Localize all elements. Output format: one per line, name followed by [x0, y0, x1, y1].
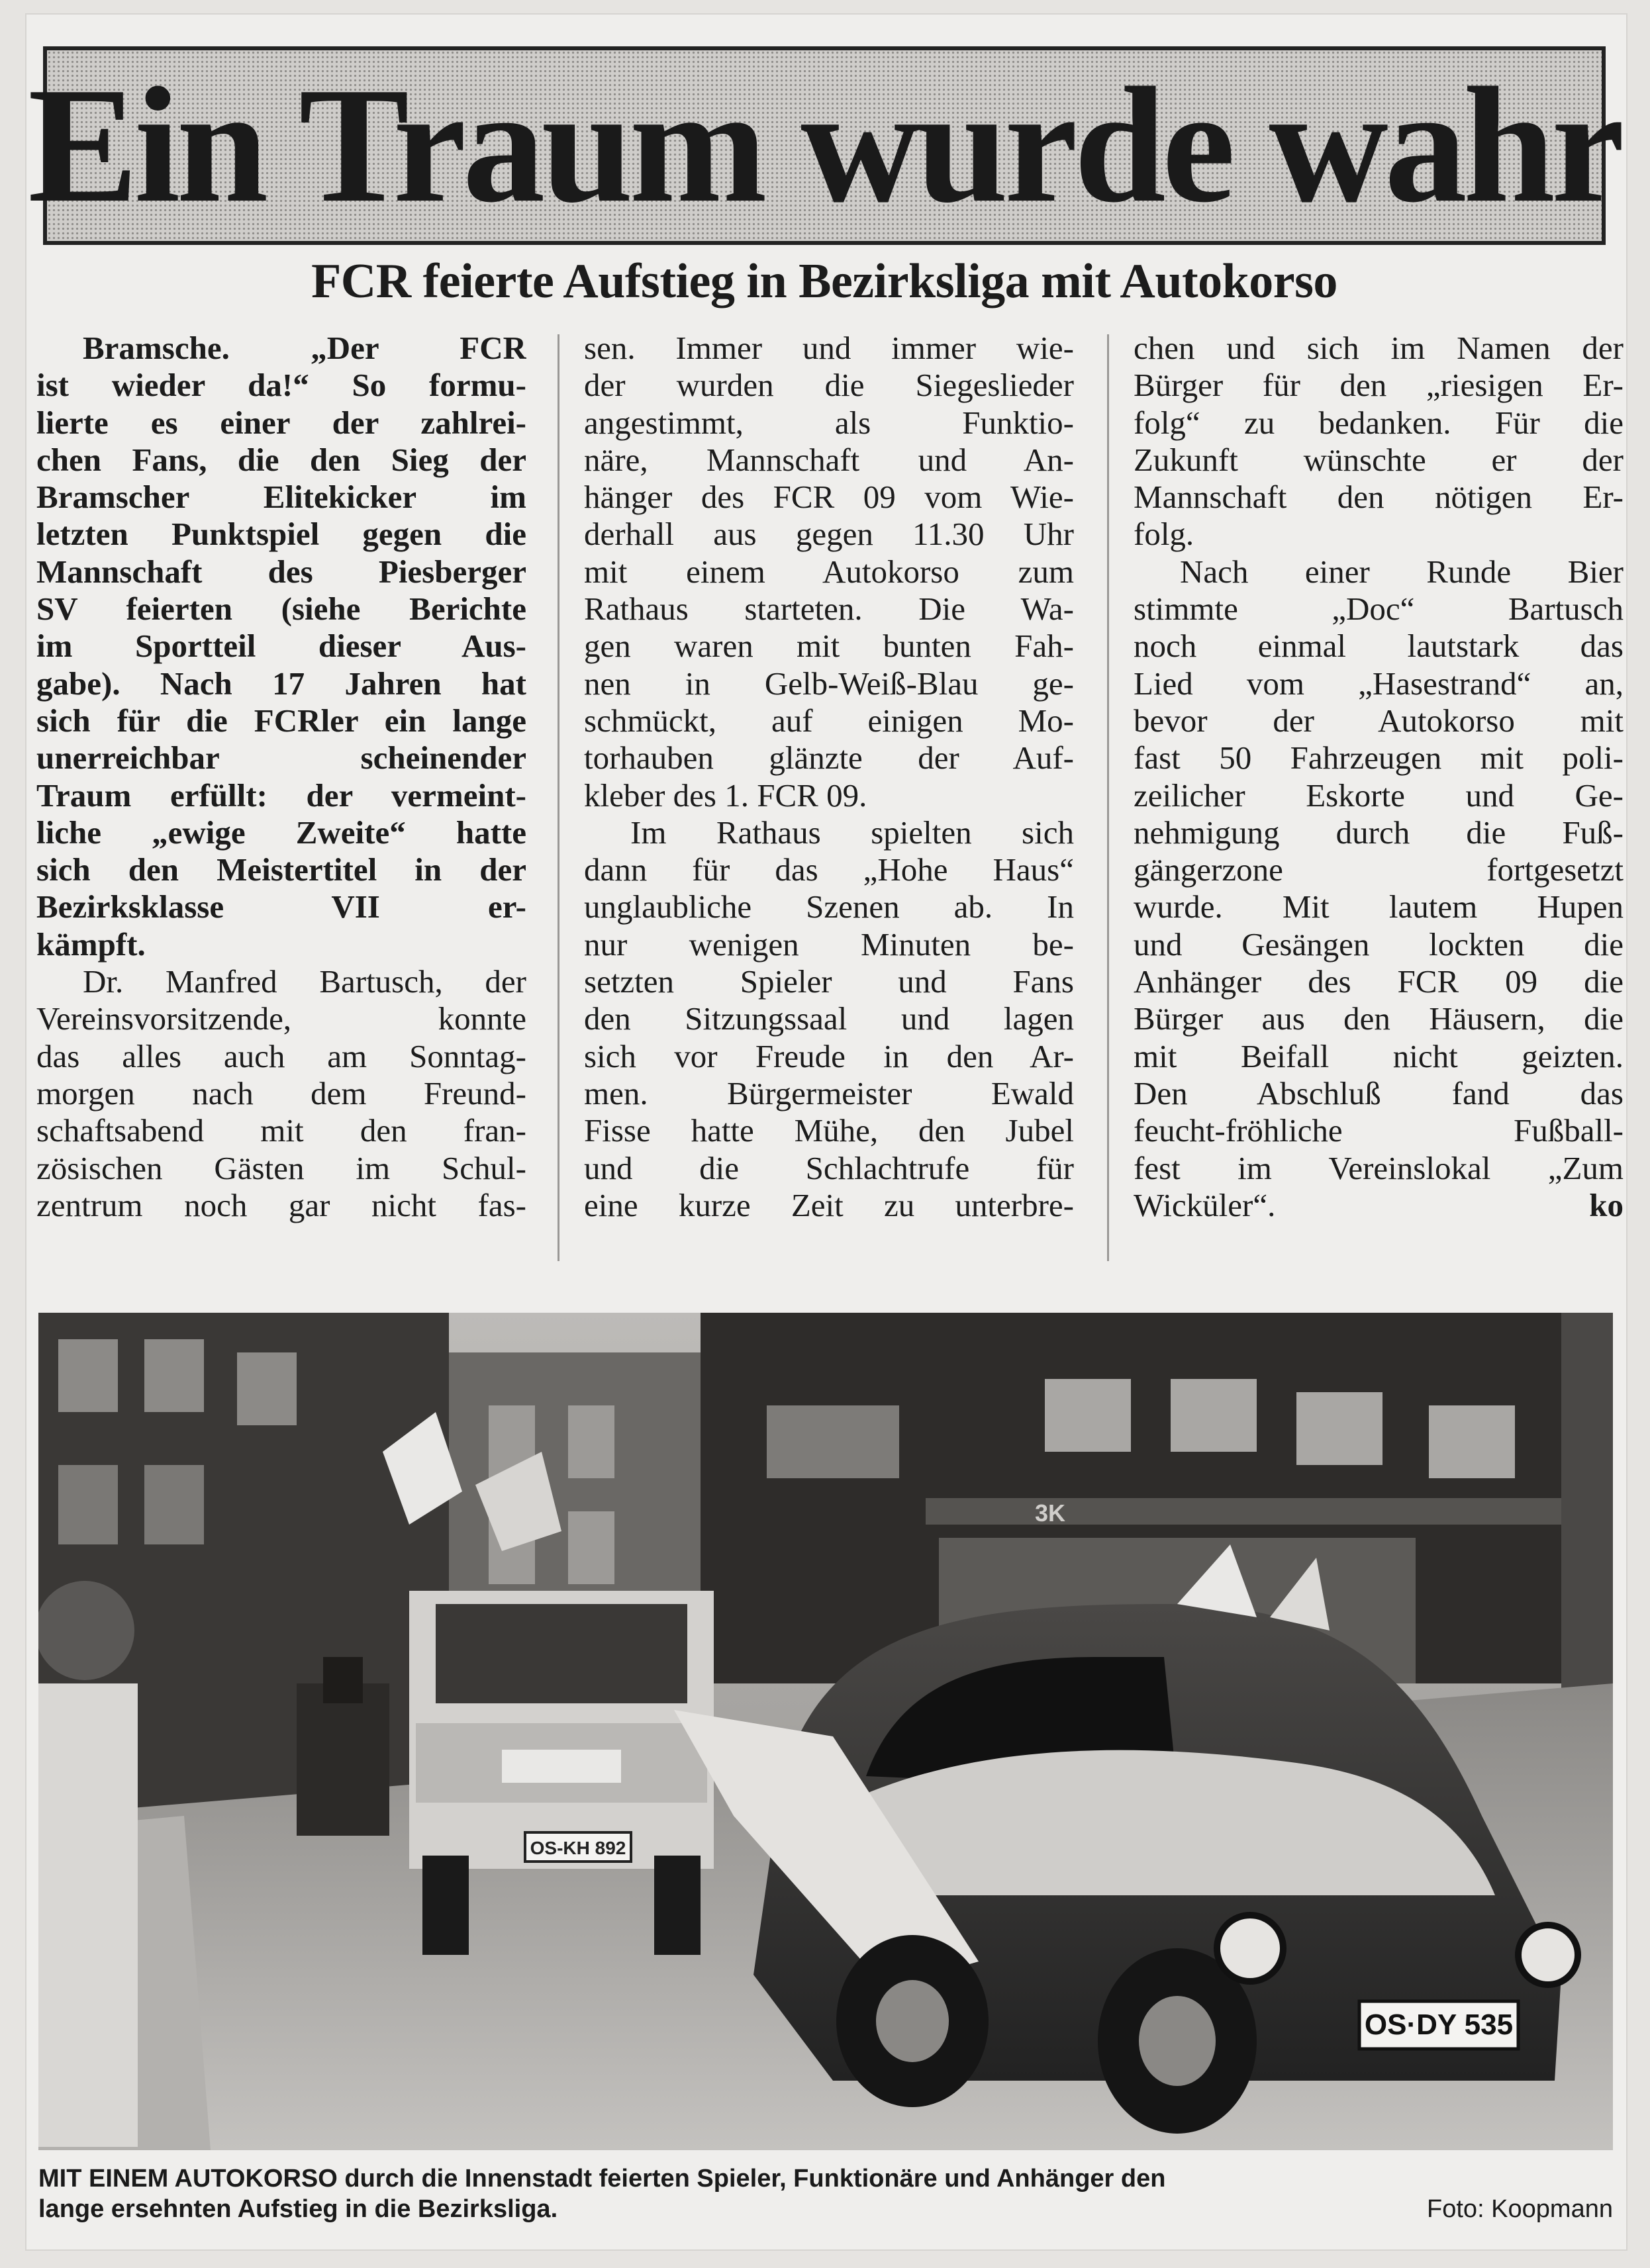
text-line: der wurden die Siegeslieder	[584, 367, 1074, 404]
text-line: sich vor Freude in den Ar-	[584, 1037, 1074, 1074]
text-line: torhauben glänzte der Auf-	[584, 739, 1074, 777]
text-line: SV feierten (siehe Berichte	[36, 591, 526, 628]
text-line: schmückt, auf einigen Mo-	[584, 702, 1074, 739]
author-signature: ko	[1589, 1186, 1624, 1223]
text-line: Bramsche. „Der FCR	[83, 330, 526, 366]
text-line: Mannschaft des Piesberger	[36, 553, 526, 590]
text-line	[1134, 1187, 1624, 1224]
text-line: Vereinsvorsitzende, konnte	[36, 1000, 526, 1037]
text-line: Bramscher Elitekicker im	[36, 479, 526, 516]
text-line: bevor der Autokorso mit	[1134, 702, 1624, 739]
text-line: liche „ewige Zweite“ hatte	[36, 814, 526, 851]
text-line: hänger des FCR 09 vom Wie-	[584, 479, 1074, 516]
text-line: und Gesängen lockten die	[1134, 925, 1624, 963]
caption-line-2: lange ersehnten Aufstieg in die Bezirksliga.	[38, 2195, 558, 2223]
text-line: sich für die FCRler ein lange	[36, 702, 526, 739]
text-line: lierte es einer der zahlrei-	[36, 404, 526, 441]
text-line: zentrum noch gar nicht fas-	[36, 1186, 526, 1223]
text-line: folg“ zu bedanken. Für die	[1134, 404, 1624, 441]
text-line: Bezirksklasse VII er-	[36, 888, 526, 925]
text-line: schaftsabend mit den fran-	[36, 1112, 526, 1149]
column-divider	[558, 334, 559, 1261]
text-line: noch einmal lautstark das	[1134, 628, 1624, 665]
text-line: Bürger für den „riesigen Er-	[1134, 367, 1624, 404]
text-line: das alles auch am Sonntag-	[36, 1037, 526, 1074]
text-line: nehmigung durch die Fuß-	[1134, 814, 1624, 851]
text-line: derhall aus gegen 11.30 Uhr	[584, 516, 1074, 553]
news-photo	[38, 1313, 1613, 2150]
caption-line-1	[38, 2163, 1613, 2194]
text-line: näre, Mannschaft und An-	[584, 441, 1074, 478]
text-line: im Sportteil dieser Aus-	[36, 628, 526, 665]
text-line: Mannschaft den nötigen Er-	[1134, 479, 1624, 516]
text-line: Dr. Manfred Bartusch, der	[83, 963, 526, 1000]
text-line: letzten Punktspiel gegen die	[36, 516, 526, 553]
text-line: Zukunft wünschte er der	[1134, 441, 1624, 478]
text-line: mit einem Autokorso zum	[584, 553, 1074, 590]
headline-box	[28, 46, 1621, 245]
photo-caption	[38, 2163, 1613, 2224]
text-line: dann für das „Hohe Haus“	[584, 851, 1074, 888]
text-line: ist wieder da!“ So formu-	[36, 367, 526, 404]
text-line: Den Abschluß fand das	[1134, 1074, 1624, 1111]
text-line: Bürger aus den Häusern, die	[1134, 1000, 1624, 1037]
text-line: fest im Vereinslokal „Zum	[1134, 1149, 1624, 1186]
text-line: eine kurze Zeit zu unterbre-	[584, 1186, 1074, 1223]
text-line: und die Schlachtrufe für	[584, 1149, 1074, 1186]
article-column-1	[36, 330, 526, 1224]
license-plate-front: OS·DY 535	[1364, 2008, 1514, 2041]
photo-credit: Foto: Koopmann	[1427, 2195, 1613, 2223]
text-line: stimmte „Doc“ Bartusch	[1134, 591, 1624, 628]
caption-text: durch die Innenstadt feierten Spieler, Funktionäre und Anhänger den	[344, 2165, 1166, 2193]
text-line: Im Rathaus spielten sich	[630, 814, 1074, 851]
text-line: angestimmt, als Funktio-	[584, 404, 1074, 441]
text-line: zeilicher Eskorte und Ge-	[1134, 777, 1624, 814]
text-line: Lied vom „Hasestrand“ an,	[1134, 665, 1624, 702]
caption-lead: MIT EINEM AUTOKORSO	[38, 2165, 338, 2193]
text-line: folg.	[1134, 516, 1194, 553]
subheadline: FCR feierte Aufstieg in Bezirksliga mit Autokorso	[311, 254, 1337, 308]
text-line: wurde. Mit lautem Hupen	[1134, 888, 1624, 925]
article-column-2	[584, 330, 1074, 1224]
text-line: chen und sich im Namen der	[1134, 330, 1624, 366]
text-line: Traum erfüllt: der vermeint-	[36, 777, 526, 814]
text-line: unglaubliche Szenen ab. In	[584, 888, 1074, 925]
text-line: chen Fans, die den Sieg der	[36, 441, 526, 478]
text-line: sich den Meistertitel in der	[36, 851, 526, 888]
text-line: unerreichbar scheinender	[36, 739, 526, 777]
text-line: gängerzone fortgesetzt	[1134, 851, 1624, 888]
street-scene-image	[38, 1313, 1613, 2150]
text-line: zösischen Gästen im Schul-	[36, 1149, 526, 1186]
text-line-end: Wicküler“.	[1134, 1186, 1276, 1223]
text-line: den Sitzungssaal und lagen	[584, 1000, 1074, 1037]
text-line: fast 50 Fahrzeugen mit poli-	[1134, 739, 1624, 777]
text-line: kleber des 1. FCR 09.	[584, 777, 867, 814]
article-column-3	[1134, 330, 1624, 1224]
headline: Ein Traum wurde wahr	[28, 54, 1621, 237]
text-line: gen waren mit bunten Fah-	[584, 628, 1074, 665]
text-line: Nach einer Runde Bier	[1180, 553, 1624, 590]
text-line: nur wenigen Minuten be-	[584, 925, 1074, 963]
text-line: men. Bürgermeister Ewald	[584, 1074, 1074, 1111]
text-line: sen. Immer und immer wie-	[584, 330, 1074, 366]
text-line: kämpft.	[36, 925, 146, 963]
text-line: mit Beifall nicht geizten.	[1134, 1037, 1624, 1074]
license-plate-back: OS-KH 892	[530, 1838, 626, 1858]
text-line: Anhänger des FCR 09 die	[1134, 963, 1624, 1000]
text-line: Fisse hatte Mühe, den Jubel	[584, 1112, 1074, 1149]
text-line: gabe). Nach 17 Jahren hat	[36, 665, 526, 702]
shop-sign: 3K	[1035, 1499, 1066, 1527]
text-line: Rathaus starteten. Die Wa-	[584, 591, 1074, 628]
text-line: nen in Gelb-Weiß-Blau ge-	[584, 665, 1074, 702]
text-line: feucht-fröhliche Fußball-	[1134, 1112, 1624, 1149]
text-line: morgen nach dem Freund-	[36, 1074, 526, 1111]
text-line: setzten Spieler und Fans	[584, 963, 1074, 1000]
column-divider	[1107, 334, 1109, 1261]
